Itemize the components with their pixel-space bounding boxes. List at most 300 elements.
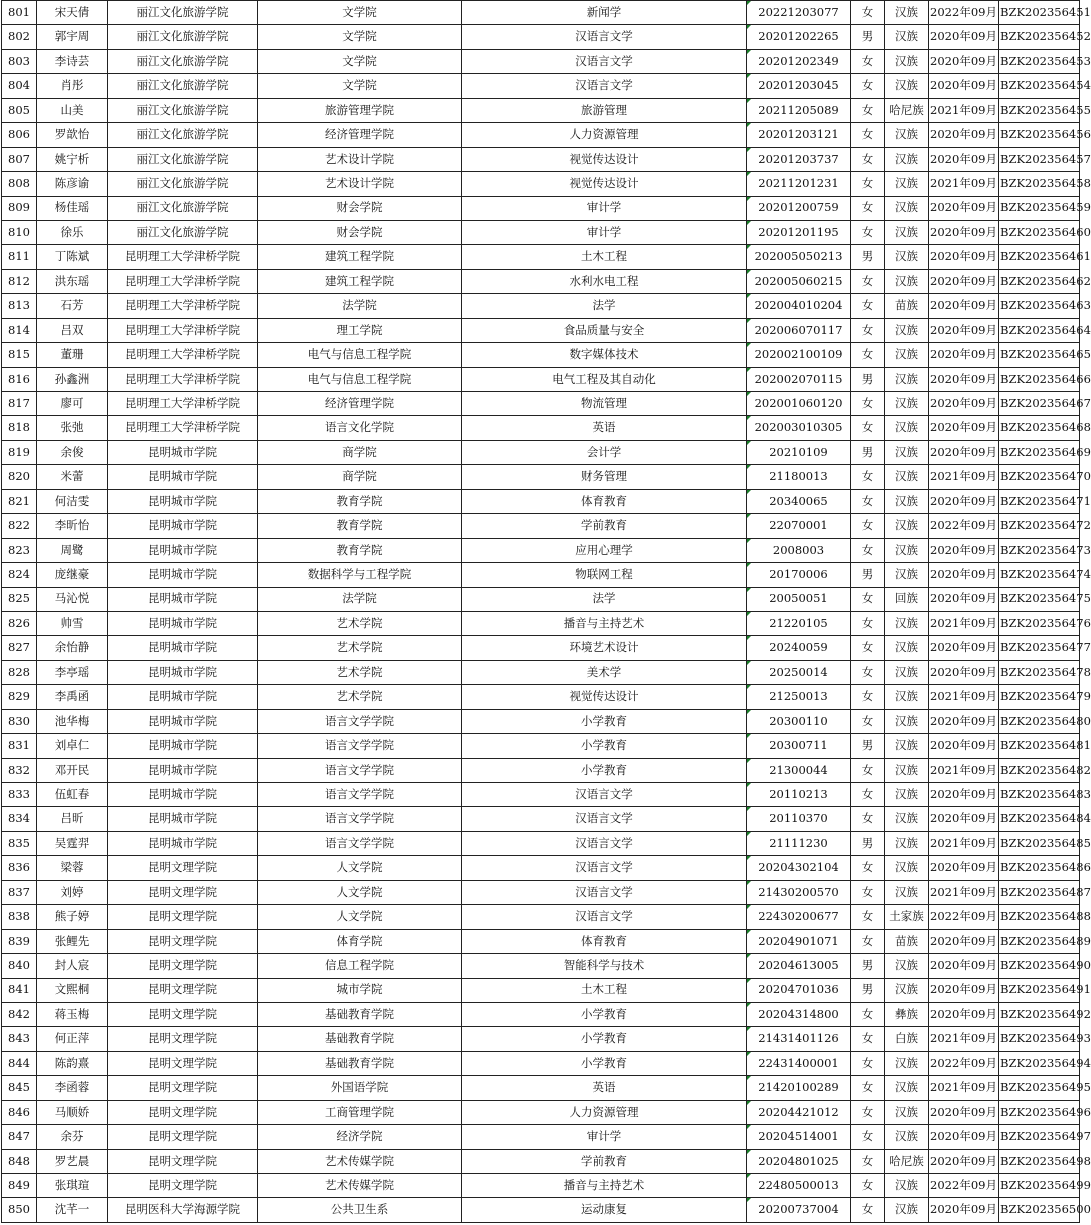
cell-gender: 女 [851, 123, 885, 147]
cell-school: 城市学院 [258, 978, 462, 1002]
cell-gender: 女 [851, 1149, 885, 1173]
cell-row-number: 840 [2, 954, 37, 978]
cell-major: 汉语言文学 [462, 49, 747, 73]
cell-row-number: 842 [2, 1002, 37, 1026]
cell-school: 语言文学学院 [258, 807, 462, 831]
cell-school: 外国语学院 [258, 1076, 462, 1100]
cell-school: 数据科学与工程学院 [258, 563, 462, 587]
cell-major: 小学教育 [462, 1027, 747, 1051]
table-row [2, 147, 1080, 171]
table-row [2, 1125, 1080, 1149]
cell-row-number: 815 [2, 343, 37, 367]
cell-student-id: 20210109 [747, 440, 851, 464]
cell-major: 物联网工程 [462, 563, 747, 587]
table-row [2, 783, 1080, 807]
cell-ethnicity: 汉族 [885, 880, 929, 904]
cell-gender: 女 [851, 1100, 885, 1124]
cell-ethnicity: 汉族 [885, 465, 929, 489]
cell-gender: 女 [851, 758, 885, 782]
cell-major: 小学教育 [462, 734, 747, 758]
cell-gender: 女 [851, 1076, 885, 1100]
cell-gender: 女 [851, 636, 885, 660]
cell-row-number: 827 [2, 636, 37, 660]
cell-major: 小学教育 [462, 758, 747, 782]
cell-student-name: 邓开民 [37, 758, 108, 782]
cell-major: 水利水电工程 [462, 269, 747, 293]
table-row [2, 49, 1080, 73]
cell-student-id: 21420100289 [747, 1076, 851, 1100]
table-row [2, 269, 1080, 293]
cell-ethnicity: 汉族 [885, 1100, 929, 1124]
cell-university: 昆明城市学院 [108, 563, 258, 587]
cell-row-number: 802 [2, 25, 37, 49]
table-row [2, 1149, 1080, 1173]
cell-gender: 女 [851, 489, 885, 513]
cell-certificate-number: BZK202356454 [999, 74, 1080, 98]
cell-certificate-number: BZK202356481 [999, 734, 1080, 758]
cell-certificate-number: BZK202356491 [999, 978, 1080, 1002]
cell-certificate-number: BZK202356468 [999, 416, 1080, 440]
cell-major: 英语 [462, 416, 747, 440]
cell-student-name: 陈韵熹 [37, 1051, 108, 1075]
cell-row-number: 838 [2, 905, 37, 929]
cell-major: 播音与主持艺术 [462, 611, 747, 635]
cell-ethnicity: 汉族 [885, 269, 929, 293]
cell-student-name: 吴霆羿 [37, 831, 108, 855]
cell-student-name: 宋天倩 [37, 1, 108, 25]
cell-student-name: 张弛 [37, 416, 108, 440]
cell-row-number: 844 [2, 1051, 37, 1075]
cell-student-name: 何正萍 [37, 1027, 108, 1051]
cell-student-name: 孙鑫洲 [37, 367, 108, 391]
cell-enrollment-date: 2020年09月 [929, 660, 999, 684]
cell-university: 昆明医科大学海源学院 [108, 1198, 258, 1222]
cell-university: 昆明理工大学津桥学院 [108, 294, 258, 318]
cell-school: 教育学院 [258, 489, 462, 513]
cell-gender: 女 [851, 1, 885, 25]
table-row [2, 611, 1080, 635]
cell-student-name: 封人宸 [37, 954, 108, 978]
cell-student-id: 21300044 [747, 758, 851, 782]
cell-certificate-number: BZK202356489 [999, 929, 1080, 953]
cell-student-id: 20201203121 [747, 123, 851, 147]
cell-gender: 女 [851, 660, 885, 684]
cell-gender: 女 [851, 856, 885, 880]
cell-major: 法学 [462, 294, 747, 318]
cell-major: 汉语言文学 [462, 25, 747, 49]
cell-certificate-number: BZK202356498 [999, 1149, 1080, 1173]
cell-certificate-number: BZK202356471 [999, 489, 1080, 513]
cell-gender: 女 [851, 709, 885, 733]
cell-ethnicity: 回族 [885, 587, 929, 611]
cell-enrollment-date: 2020年09月 [929, 538, 999, 562]
cell-student-id: 20204421012 [747, 1100, 851, 1124]
cell-university: 昆明城市学院 [108, 758, 258, 782]
cell-major: 法学 [462, 587, 747, 611]
cell-student-id: 21430200570 [747, 880, 851, 904]
cell-enrollment-date: 2022年09月 [929, 514, 999, 538]
cell-major: 小学教育 [462, 1051, 747, 1075]
cell-student-id: 202005060215 [747, 269, 851, 293]
cell-student-id: 20201203045 [747, 74, 851, 98]
table-row [2, 123, 1080, 147]
table-row [2, 636, 1080, 660]
cell-row-number: 847 [2, 1125, 37, 1149]
cell-student-name: 余怡静 [37, 636, 108, 660]
cell-certificate-number: BZK202356479 [999, 685, 1080, 709]
cell-gender: 女 [851, 392, 885, 416]
cell-enrollment-date: 2020年09月 [929, 269, 999, 293]
cell-student-name: 罗歆怡 [37, 123, 108, 147]
cell-university: 昆明文理学院 [108, 880, 258, 904]
cell-student-id: 20204901071 [747, 929, 851, 953]
cell-major: 会计学 [462, 440, 747, 464]
cell-ethnicity: 汉族 [885, 489, 929, 513]
cell-student-name: 池华梅 [37, 709, 108, 733]
cell-university: 昆明城市学院 [108, 465, 258, 489]
cell-student-id: 20204314800 [747, 1002, 851, 1026]
cell-ethnicity: 汉族 [885, 147, 929, 171]
cell-ethnicity: 汉族 [885, 807, 929, 831]
cell-row-number: 841 [2, 978, 37, 1002]
cell-major: 新闻学 [462, 1, 747, 25]
cell-school: 商学院 [258, 440, 462, 464]
cell-major: 土木工程 [462, 978, 747, 1002]
cell-university: 丽江文化旅游学院 [108, 49, 258, 73]
cell-university: 昆明城市学院 [108, 489, 258, 513]
cell-certificate-number: BZK202356458 [999, 172, 1080, 196]
cell-school: 经济学院 [258, 1125, 462, 1149]
cell-student-id: 22431400001 [747, 1051, 851, 1075]
cell-student-id: 22480500013 [747, 1174, 851, 1198]
cell-school: 理工学院 [258, 318, 462, 342]
cell-student-name: 余芬 [37, 1125, 108, 1149]
cell-school: 语言文学学院 [258, 709, 462, 733]
cell-gender: 女 [851, 416, 885, 440]
table-row [2, 758, 1080, 782]
cell-row-number: 845 [2, 1076, 37, 1100]
cell-row-number: 822 [2, 514, 37, 538]
cell-student-id: 21220105 [747, 611, 851, 635]
cell-certificate-number: BZK202356478 [999, 660, 1080, 684]
cell-ethnicity: 汉族 [885, 196, 929, 220]
cell-gender: 男 [851, 25, 885, 49]
cell-row-number: 826 [2, 611, 37, 635]
cell-major: 审计学 [462, 196, 747, 220]
cell-student-id: 21431401126 [747, 1027, 851, 1051]
cell-student-name: 杨佳瑶 [37, 196, 108, 220]
cell-school: 人文学院 [258, 880, 462, 904]
cell-certificate-number: BZK202356500 [999, 1198, 1080, 1222]
table-row [2, 294, 1080, 318]
cell-major: 运动康复 [462, 1198, 747, 1222]
cell-row-number: 808 [2, 172, 37, 196]
cell-student-name: 余俊 [37, 440, 108, 464]
cell-student-name: 庞继豪 [37, 563, 108, 587]
cell-row-number: 805 [2, 98, 37, 122]
cell-certificate-number: BZK202356467 [999, 392, 1080, 416]
cell-enrollment-date: 2021年09月 [929, 172, 999, 196]
cell-university: 昆明文理学院 [108, 1027, 258, 1051]
cell-student-name: 文熙桐 [37, 978, 108, 1002]
cell-university: 昆明文理学院 [108, 856, 258, 880]
table-row [2, 807, 1080, 831]
cell-student-name: 陈彦谕 [37, 172, 108, 196]
cell-certificate-number: BZK202356486 [999, 856, 1080, 880]
cell-gender: 女 [851, 220, 885, 244]
cell-enrollment-date: 2020年09月 [929, 367, 999, 391]
cell-certificate-number: BZK202356488 [999, 905, 1080, 929]
table-row [2, 220, 1080, 244]
cell-major: 小学教育 [462, 709, 747, 733]
table-row [2, 880, 1080, 904]
cell-university: 昆明城市学院 [108, 514, 258, 538]
cell-gender: 男 [851, 245, 885, 269]
cell-university: 丽江文化旅游学院 [108, 25, 258, 49]
cell-enrollment-date: 2021年09月 [929, 1076, 999, 1100]
cell-row-number: 850 [2, 1198, 37, 1222]
cell-ethnicity: 汉族 [885, 123, 929, 147]
cell-enrollment-date: 2021年09月 [929, 831, 999, 855]
cell-student-id: 20050051 [747, 587, 851, 611]
table-row [2, 709, 1080, 733]
table-row [2, 831, 1080, 855]
cell-gender: 女 [851, 49, 885, 73]
table-row [2, 1100, 1080, 1124]
cell-ethnicity: 汉族 [885, 831, 929, 855]
cell-student-id: 20300110 [747, 709, 851, 733]
cell-enrollment-date: 2020年09月 [929, 1125, 999, 1149]
cell-major: 人力资源管理 [462, 123, 747, 147]
cell-gender: 女 [851, 538, 885, 562]
cell-major: 电气工程及其自动化 [462, 367, 747, 391]
cell-enrollment-date: 2022年09月 [929, 1, 999, 25]
table-row [2, 465, 1080, 489]
cell-major: 体育教育 [462, 489, 747, 513]
cell-certificate-number: BZK202356484 [999, 807, 1080, 831]
cell-row-number: 819 [2, 440, 37, 464]
cell-school: 文学院 [258, 74, 462, 98]
cell-school: 艺术学院 [258, 636, 462, 660]
table-row [2, 489, 1080, 513]
cell-ethnicity: 汉族 [885, 1198, 929, 1222]
cell-student-id: 20201203737 [747, 147, 851, 171]
cell-gender: 女 [851, 905, 885, 929]
cell-school: 教育学院 [258, 514, 462, 538]
table-row [2, 74, 1080, 98]
cell-ethnicity: 汉族 [885, 1125, 929, 1149]
cell-major: 食品质量与安全 [462, 318, 747, 342]
cell-university: 丽江文化旅游学院 [108, 196, 258, 220]
cell-gender: 女 [851, 269, 885, 293]
cell-gender: 女 [851, 465, 885, 489]
cell-gender: 女 [851, 1051, 885, 1075]
table-row [2, 1051, 1080, 1075]
cell-university: 昆明文理学院 [108, 1174, 258, 1198]
cell-ethnicity: 汉族 [885, 1174, 929, 1198]
cell-enrollment-date: 2020年09月 [929, 489, 999, 513]
cell-row-number: 832 [2, 758, 37, 782]
cell-major: 财务管理 [462, 465, 747, 489]
cell-student-name: 郭宇周 [37, 25, 108, 49]
cell-student-id: 20201202349 [747, 49, 851, 73]
cell-enrollment-date: 2021年09月 [929, 880, 999, 904]
cell-gender: 女 [851, 318, 885, 342]
cell-ethnicity: 汉族 [885, 49, 929, 73]
cell-certificate-number: BZK202356494 [999, 1051, 1080, 1075]
cell-school: 旅游管理学院 [258, 98, 462, 122]
cell-gender: 女 [851, 1027, 885, 1051]
cell-ethnicity: 汉族 [885, 1076, 929, 1100]
cell-enrollment-date: 2020年09月 [929, 1149, 999, 1173]
table-row [2, 25, 1080, 49]
cell-major: 汉语言文学 [462, 880, 747, 904]
cell-university: 昆明城市学院 [108, 685, 258, 709]
cell-student-name: 周鹭 [37, 538, 108, 562]
cell-enrollment-date: 2020年09月 [929, 1002, 999, 1026]
cell-enrollment-date: 2022年09月 [929, 905, 999, 929]
cell-major: 播音与主持艺术 [462, 1174, 747, 1198]
cell-student-id: 20250014 [747, 660, 851, 684]
cell-row-number: 848 [2, 1149, 37, 1173]
table-row [2, 1, 1080, 25]
cell-student-name: 李昕怡 [37, 514, 108, 538]
cell-school: 艺术学院 [258, 611, 462, 635]
cell-major: 数字媒体技术 [462, 343, 747, 367]
cell-row-number: 801 [2, 1, 37, 25]
cell-certificate-number: BZK202356473 [999, 538, 1080, 562]
cell-school: 人文学院 [258, 905, 462, 929]
cell-student-id: 22070001 [747, 514, 851, 538]
cell-major: 智能科学与技术 [462, 954, 747, 978]
cell-major: 应用心理学 [462, 538, 747, 562]
cell-certificate-number: BZK202356477 [999, 636, 1080, 660]
cell-student-id: 20201200759 [747, 196, 851, 220]
table-row [2, 563, 1080, 587]
cell-student-name: 肖彤 [37, 74, 108, 98]
cell-enrollment-date: 2020年09月 [929, 245, 999, 269]
cell-student-id: 20211201231 [747, 172, 851, 196]
cell-university: 昆明文理学院 [108, 1100, 258, 1124]
cell-enrollment-date: 2020年09月 [929, 343, 999, 367]
cell-ethnicity: 汉族 [885, 1, 929, 25]
cell-row-number: 843 [2, 1027, 37, 1051]
cell-certificate-number: BZK202356483 [999, 783, 1080, 807]
cell-major: 小学教育 [462, 1002, 747, 1026]
cell-university: 昆明文理学院 [108, 905, 258, 929]
cell-school: 财会学院 [258, 220, 462, 244]
cell-student-id: 202004010204 [747, 294, 851, 318]
cell-student-name: 丁陈斌 [37, 245, 108, 269]
cell-university: 昆明城市学院 [108, 783, 258, 807]
cell-certificate-number: BZK202356482 [999, 758, 1080, 782]
cell-university: 昆明理工大学津桥学院 [108, 318, 258, 342]
cell-university: 丽江文化旅游学院 [108, 123, 258, 147]
cell-major: 体育教育 [462, 929, 747, 953]
cell-student-id: 20204302104 [747, 856, 851, 880]
cell-enrollment-date: 2020年09月 [929, 954, 999, 978]
cell-university: 昆明文理学院 [108, 1002, 258, 1026]
cell-enrollment-date: 2020年09月 [929, 929, 999, 953]
cell-certificate-number: BZK202356460 [999, 220, 1080, 244]
table-row [2, 318, 1080, 342]
cell-ethnicity: 汉族 [885, 709, 929, 733]
cell-student-name: 徐乐 [37, 220, 108, 244]
cell-gender: 女 [851, 807, 885, 831]
cell-school: 电气与信息工程学院 [258, 343, 462, 367]
cell-enrollment-date: 2021年09月 [929, 98, 999, 122]
cell-certificate-number: BZK202356485 [999, 831, 1080, 855]
cell-ethnicity: 汉族 [885, 954, 929, 978]
cell-school: 语言文学学院 [258, 831, 462, 855]
cell-school: 基础教育学院 [258, 1027, 462, 1051]
cell-university: 昆明城市学院 [108, 440, 258, 464]
cell-gender: 女 [851, 196, 885, 220]
cell-enrollment-date: 2020年09月 [929, 1100, 999, 1124]
cell-ethnicity: 汉族 [885, 734, 929, 758]
table-row [2, 98, 1080, 122]
cell-major: 视觉传达设计 [462, 685, 747, 709]
table-row [2, 1002, 1080, 1026]
cell-student-id: 21111230 [747, 831, 851, 855]
cell-ethnicity: 汉族 [885, 220, 929, 244]
cell-certificate-number: BZK202356493 [999, 1027, 1080, 1051]
cell-enrollment-date: 2022年09月 [929, 1174, 999, 1198]
cell-school: 法学院 [258, 587, 462, 611]
cell-row-number: 806 [2, 123, 37, 147]
cell-student-name: 刘卓仁 [37, 734, 108, 758]
cell-major: 审计学 [462, 220, 747, 244]
cell-student-id: 20221203077 [747, 1, 851, 25]
cell-ethnicity: 汉族 [885, 758, 929, 782]
cell-ethnicity: 汉族 [885, 514, 929, 538]
table-row [2, 1198, 1080, 1222]
cell-row-number: 804 [2, 74, 37, 98]
table-row [2, 905, 1080, 929]
cell-university: 昆明文理学院 [108, 1076, 258, 1100]
cell-row-number: 835 [2, 831, 37, 855]
cell-student-name: 沈芊一 [37, 1198, 108, 1222]
cell-enrollment-date: 2020年09月 [929, 587, 999, 611]
table-row [2, 367, 1080, 391]
cell-student-name: 张琪瑄 [37, 1174, 108, 1198]
cell-student-name: 熊子婷 [37, 905, 108, 929]
cell-gender: 女 [851, 147, 885, 171]
cell-student-name: 李禹函 [37, 685, 108, 709]
table-row [2, 196, 1080, 220]
cell-certificate-number: BZK202356469 [999, 440, 1080, 464]
cell-ethnicity: 汉族 [885, 538, 929, 562]
cell-university: 丽江文化旅游学院 [108, 74, 258, 98]
cell-ethnicity: 汉族 [885, 245, 929, 269]
table-row [2, 1076, 1080, 1100]
cell-school: 基础教育学院 [258, 1002, 462, 1026]
cell-ethnicity: 哈尼族 [885, 1149, 929, 1173]
cell-certificate-number: BZK202356455 [999, 98, 1080, 122]
cell-student-name: 帅雪 [37, 611, 108, 635]
cell-student-id: 20110213 [747, 783, 851, 807]
table-row [2, 734, 1080, 758]
cell-school: 语言文学学院 [258, 758, 462, 782]
cell-row-number: 823 [2, 538, 37, 562]
cell-ethnicity: 汉族 [885, 318, 929, 342]
cell-university: 丽江文化旅游学院 [108, 172, 258, 196]
cell-university: 昆明城市学院 [108, 587, 258, 611]
cell-row-number: 807 [2, 147, 37, 171]
cell-row-number: 837 [2, 880, 37, 904]
cell-student-id: 20300711 [747, 734, 851, 758]
table-row [2, 1174, 1080, 1198]
